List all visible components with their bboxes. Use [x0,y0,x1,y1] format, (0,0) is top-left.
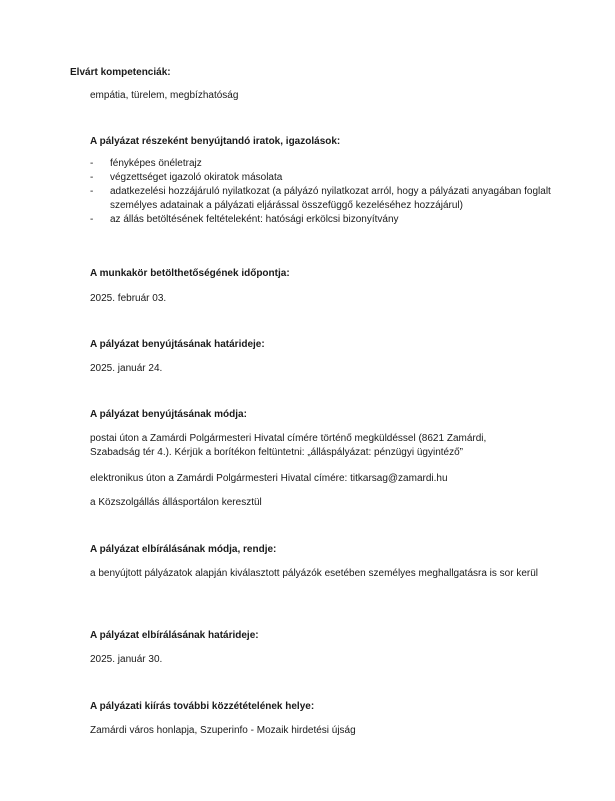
evaluation-deadline-heading: A pályázat elbírálásának határideje: [90,630,259,641]
documents-list [90,157,560,227]
evaluation-method-heading: A pályázat elbírálásának módja, rendje: [90,544,277,555]
competencies-heading: Elvárt kompetenciák: [70,67,171,78]
evaluation-deadline-text: 2025. január 30. [90,654,163,665]
submission-heading: A pályázat benyújtásának módja: [90,409,247,420]
list-item-text: az állás betöltésének feltételeként: hatósági erkölcsi bizonyítvány [110,214,399,225]
list-item-text: végzettséget igazoló okiratok másolata [110,172,283,183]
submission-postal: postai úton a Zamárdi Polgármesteri Hivatal címére történő megküldéssel (8621 Zamárdi, Szabadság tér 4.). Kérjük a borítékon feltüntetni: „álláspályázat: pénzügyi ügyintéző” [90,433,487,458]
list-item [90,185,560,213]
bullet-dash: - [90,158,94,169]
publication-text: Zamárdi város honlapja, Szuperinfo - Mozaik hirdetési újság [90,725,356,736]
competencies-text: empátia, türelem, megbízhatóság [90,90,239,101]
list-item [90,157,560,171]
list-item-text: adatkezelési hozzájáruló nyilatkozat (a pályázó nyilatkozat arról, hogy a pályázati anyagában foglalt személyes adatainak a pályázati eljárással összefüggő kezeléséhez hozzájárul) [110,186,551,211]
list-item [90,213,560,227]
documents-heading: A pályázat részeként benyújtandó iratok, igazolások: [90,136,341,147]
submission-portal: a Közszolgállás állásportálon keresztül [90,497,262,508]
evaluation-method-text: a benyújtott pályázatok alapján kiválasztott pályázók esetében személyes meghallgatásra is sor kerül [90,568,539,579]
submission-electronic: elektronikus úton a Zamárdi Polgármesteri Hivatal címére: titkarsag@zamardi.hu [90,473,448,484]
deadline-text: 2025. január 24. [90,363,163,374]
list-item-text: fényképes önéletrajz [110,158,202,169]
bullet-dash: - [90,186,94,197]
bullet-dash: - [90,214,94,225]
start-date-heading: A munkakör betölthetőségének időpontja: [90,268,290,279]
start-date-text: 2025. február 03. [90,293,167,304]
bullet-dash: - [90,172,94,183]
deadline-heading: A pályázat benyújtásának határideje: [90,339,265,350]
publication-heading: A pályázati kiírás további közzétételének helye: [90,701,315,712]
list-item [90,171,560,185]
